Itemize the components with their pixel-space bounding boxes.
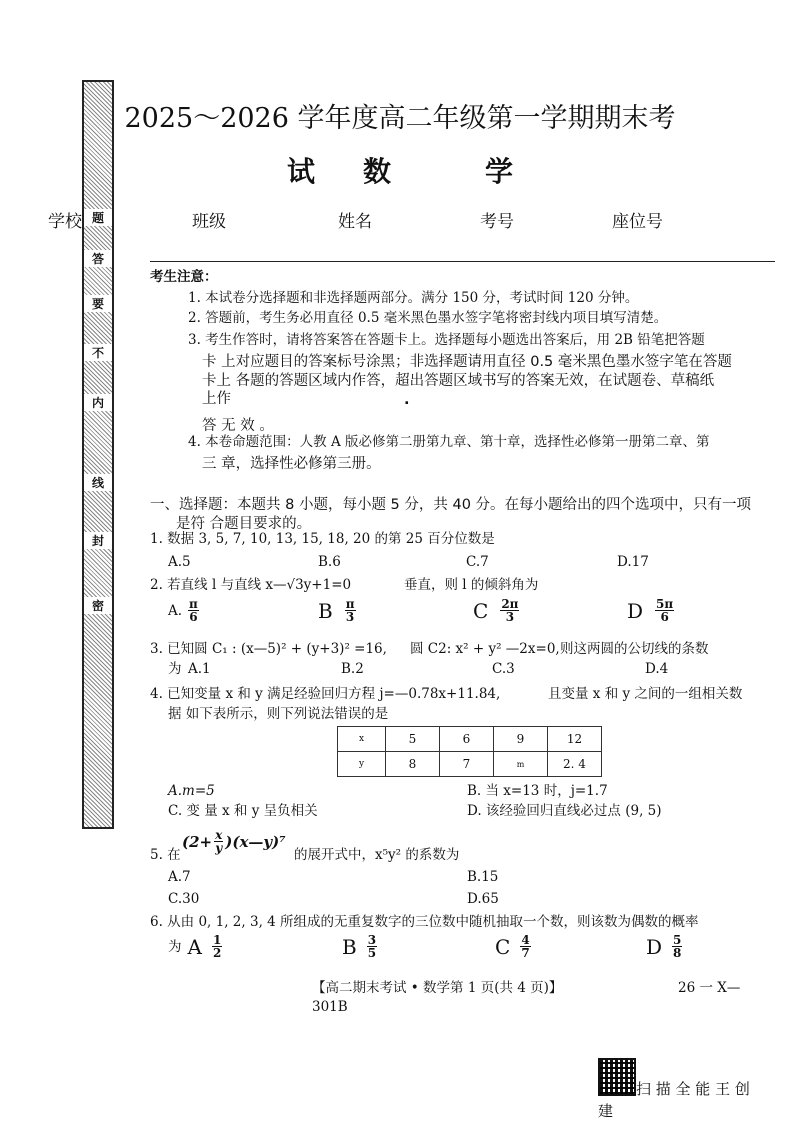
q4-option-d: D. 该经验回归直线必过点 (9, 5): [467, 803, 662, 819]
q3-wei: 为: [168, 661, 182, 677]
q3-option-d: D.4: [645, 661, 669, 677]
q3-stem-b: 圆 C2: x² + y² —2x=0,: [410, 641, 560, 657]
seal-char: 密: [84, 597, 112, 614]
notice-line: 上作: [202, 391, 231, 407]
notice-heading: 考生注意：: [150, 269, 218, 285]
notice-line: 4. 本卷命题范围：人教 A 版必修第二册第九章、第十章，选择性必修第一册第二章、第: [188, 434, 710, 450]
fraction-denominator: 3: [505, 610, 515, 624]
notice-line: 三 章，选择性必修第三册。: [202, 456, 381, 472]
footer-code: 26 一 X—: [678, 980, 741, 996]
table-cell: 5: [386, 727, 440, 752]
seal-char: 题: [84, 209, 112, 226]
scanner-watermark-cont: 建: [598, 1102, 614, 1120]
fraction-denominator: y: [215, 841, 223, 855]
q6-option-a: [168, 934, 222, 959]
fraction: [655, 598, 674, 623]
q2-option-b: [318, 598, 356, 623]
q3-option-c: C.3: [492, 661, 515, 677]
q1-option-b: B.6: [318, 554, 341, 570]
table-cell: 12: [548, 727, 602, 752]
notice-line: 2. 答题前，考生务必用直径 0.5 毫米黑色墨水签字笔将密封线内项目填写清楚。: [188, 310, 668, 326]
seal-char: 答: [84, 250, 112, 267]
notice-line: 卡 上对应题目的答案标号涂黑；非选择题请用直径 0.5 毫米黑色墨水签字笔在答题: [202, 354, 732, 370]
q2-stem-b: 垂直，则 l 的倾斜角为: [404, 577, 539, 593]
seal-char: 封: [84, 532, 112, 549]
field-exam-number: 考号: [480, 212, 514, 232]
footer-code-cont: 301B: [312, 999, 348, 1015]
section-heading-cont: 是符 合题目要求的。: [176, 516, 312, 532]
option-letter: A.: [168, 602, 183, 619]
fraction-numerator: 1: [212, 933, 222, 947]
q2-stem-a: 2. 若直线 l 与直线 x—√3y+1=0: [150, 577, 352, 593]
seal-char: 要: [84, 295, 112, 312]
field-name: 姓名: [338, 212, 372, 232]
q2-option-c: [473, 598, 519, 623]
q4-stem-c: 据 如下表所示，则下列说法错误的是: [168, 706, 389, 722]
fraction: [345, 598, 356, 623]
q1-option-c: C.7: [466, 554, 489, 570]
q5-number: 5. 在: [150, 847, 181, 863]
fraction-denominator: 8: [673, 946, 682, 960]
fraction-denominator: 7: [521, 946, 530, 960]
option-letter: A: [187, 934, 202, 959]
fraction: [188, 598, 199, 623]
seal-strip: [82, 80, 114, 829]
q5-option-c: C.30: [168, 891, 200, 907]
fraction-numerator: π: [345, 597, 355, 611]
fraction: [214, 829, 223, 854]
seal-char: 线: [84, 474, 112, 491]
section-heading: 一、选择题：本题共 8 小题，每小题 5 分，共 40 分。在每小题给出的四个选项中，只有一项: [150, 497, 752, 513]
q3-option-a: A.1: [188, 661, 211, 677]
exam-title: 2025～2026 学年度高二年级第一学期期末考: [124, 103, 676, 134]
fraction: [520, 934, 530, 959]
notice-line: 3. 考生作答时，请将答案答在答题卡上。选择题每小题选出答案后，用 2B 铅笔把答题: [188, 332, 705, 348]
option-letter: C: [495, 934, 511, 959]
notice-line: 1. 本试卷分选择题和非选择题两部分。满分 150 分，考试时间 120 分钟。: [188, 290, 639, 306]
q4-option-b: B. 当 x=13 时，j=1.7: [467, 783, 608, 799]
table-row: [338, 727, 602, 752]
option-letter: D: [627, 598, 644, 623]
fraction-numerator: 5: [673, 933, 682, 947]
fraction: [672, 934, 682, 959]
table-cell: 6: [440, 727, 494, 752]
fraction: [212, 934, 222, 959]
field-class: 班级: [192, 212, 226, 232]
q6-wei: 为: [168, 938, 182, 955]
page-footer: 【高二期末考试 • 数学第 1 页(共 4 页)】: [312, 980, 563, 996]
qr-code-icon: [598, 1058, 636, 1096]
fraction-numerator: 3: [367, 933, 377, 947]
fraction: [500, 598, 519, 623]
q3-stem-c: 则这两圆的公切线的条数: [560, 641, 709, 657]
option-letter: D: [646, 934, 663, 959]
q5-option-a: A.7: [168, 869, 191, 885]
q2-option-d: [627, 598, 674, 623]
option-letter: B: [342, 934, 357, 959]
q4-option-a: A.m=5: [168, 783, 215, 799]
fraction: [367, 934, 377, 959]
q4-stem-b: 且变量 x 和 y 之间的一组相关数: [548, 686, 743, 702]
q1-option-d: D.17: [617, 554, 649, 570]
seal-char: 内: [84, 394, 112, 411]
q2-option-a: [168, 598, 199, 623]
expr-part: )(x—y)⁷: [225, 832, 286, 851]
q1-option-a: A.5: [168, 554, 191, 570]
fraction-denominator: 6: [660, 610, 669, 624]
fraction-numerator: π: [189, 597, 198, 611]
table-row: [338, 752, 602, 777]
subject-char: 学: [485, 155, 514, 188]
fraction-numerator: 5π: [656, 597, 674, 611]
seal-char: 不: [84, 344, 112, 361]
table-cell: 8: [386, 752, 440, 777]
field-school: 学校: [48, 212, 82, 232]
subject-char: 试: [286, 155, 315, 188]
q6-stem: 6. 从由 0, 1, 2, 3, 4 所组成的无重复数字的三位数中随机抽取一个数，则该数为偶数的概率: [150, 914, 699, 930]
q6-option-c: [495, 934, 531, 959]
table-cell: x: [338, 727, 386, 752]
fraction-denominator: 6: [189, 610, 198, 624]
option-letter: C: [473, 598, 489, 623]
q5-stem: 的展开式中，x⁵y² 的系数为: [294, 847, 460, 863]
table-cell: m: [494, 752, 548, 777]
q5-expression: [182, 829, 286, 854]
table-cell: 2. 4: [548, 752, 602, 777]
subject-char: 数: [362, 155, 391, 188]
fraction-denominator: 2: [212, 946, 222, 960]
fraction-denominator: 3: [345, 610, 355, 624]
q6-option-d: [646, 934, 682, 959]
fraction-numerator: x: [215, 828, 223, 842]
subject-title: [0, 150, 800, 190]
fraction-denominator: 5: [367, 946, 377, 960]
q3-stem-a: 3. 已知圆 C₁ : (x—5)² + (y+3)² =16,: [150, 641, 387, 657]
q4-stem-a: 4. 已知变量 x 和 y 满足经验回归方程 j=—0.78x+11.84,: [150, 686, 501, 702]
q3-option-b: B.2: [341, 661, 364, 677]
q6-option-b: [342, 934, 377, 959]
option-letter: B: [318, 598, 333, 623]
q5-option-b: B.15: [467, 869, 499, 885]
fraction-numerator: 4: [521, 933, 530, 947]
scanner-watermark: 扫 描 全 能 王 创: [636, 1080, 750, 1098]
q1-stem: 1. 数据 3, 5, 7, 10, 13, 15, 18, 20 的第 25 百分位数是: [150, 531, 495, 547]
expr-part: (2+: [182, 832, 213, 851]
notice-line: 答 无 效 。: [202, 418, 274, 434]
header-divider: [150, 261, 775, 262]
q4-option-c: C. 变 量 x 和 y 呈负相关: [168, 803, 318, 819]
fraction-numerator: 2π: [501, 597, 519, 611]
table-cell: 7: [440, 752, 494, 777]
notice-dot: .: [404, 392, 410, 408]
table-cell: 9: [494, 727, 548, 752]
q5-option-d: D.65: [467, 891, 499, 907]
table-cell: y: [338, 752, 386, 777]
field-seat-number: 座位号: [612, 212, 663, 232]
notice-line: 卡上 各题的答题区域内作答，超出答题区域书写的答案无效，在试题卷、草稿纸: [202, 373, 715, 389]
q4-data-table: [337, 726, 602, 777]
